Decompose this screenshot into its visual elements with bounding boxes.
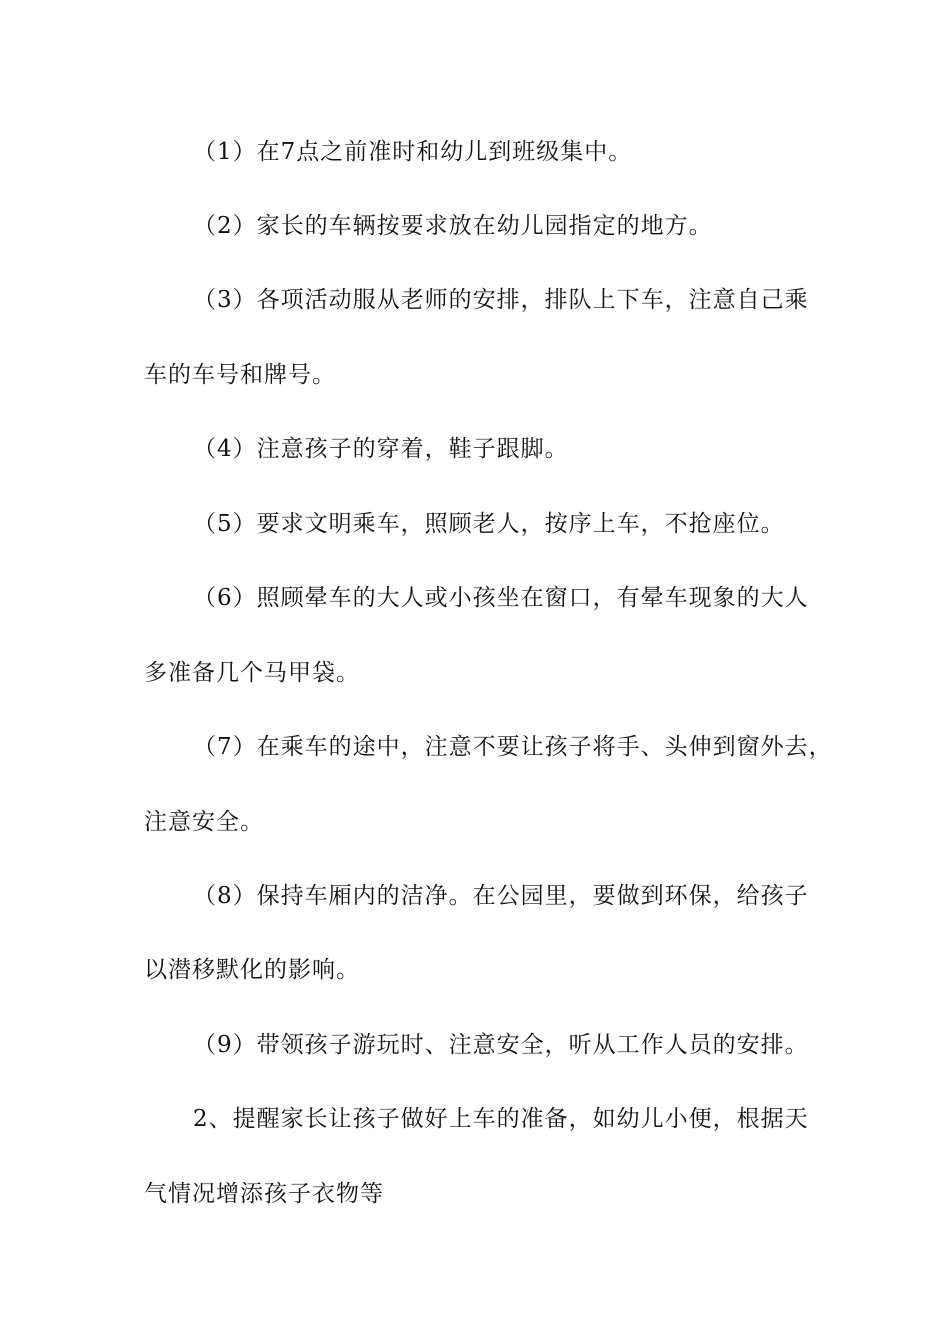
item-4-text: （4）注意孩子的穿着，鞋子跟脚。 — [193, 436, 569, 462]
item-8-continuation: 以潜移默化的影响。 — [144, 957, 360, 983]
item-6-continuation: 多准备几个马甲袋。 — [144, 660, 360, 686]
item-5-text: （5）要求文明乘车，照顾老人，按序上车，不抢座位。 — [193, 511, 785, 537]
item-7-text: （7）在乘车的途中，注意不要让孩子将手、头伸到窗外去， — [193, 734, 833, 760]
item-3-text: （3）各项活动服从老师的安排，排队上下车，注意自己乘 — [193, 287, 809, 313]
item-6-text: （6）照顾晕车的大人或小孩坐在窗口，有晕车现象的大人 — [193, 585, 809, 611]
item-3-continuation: 车的车号和牌号。 — [144, 362, 336, 388]
section-2-continuation: 气情况增添孩子衣物等 — [144, 1181, 384, 1207]
section-2-text: 2、提醒家长让孩子做好上车的准备，如幼儿小便，根据天 — [193, 1106, 809, 1132]
item-1-text: （1）在7点之前准时和幼儿到班级集中。 — [193, 139, 633, 165]
item-8-text: （8）保持车厢内的洁净。在公园里，要做到环保，给孩子 — [193, 883, 809, 909]
item-9-text: （9）带领孩子游玩时、注意安全，听从工作人员的安排。 — [193, 1032, 809, 1058]
item-2-text: （2）家长的车辆按要求放在幼儿园指定的地方。 — [193, 213, 713, 239]
item-7-continuation: 注意安全。 — [144, 809, 264, 835]
